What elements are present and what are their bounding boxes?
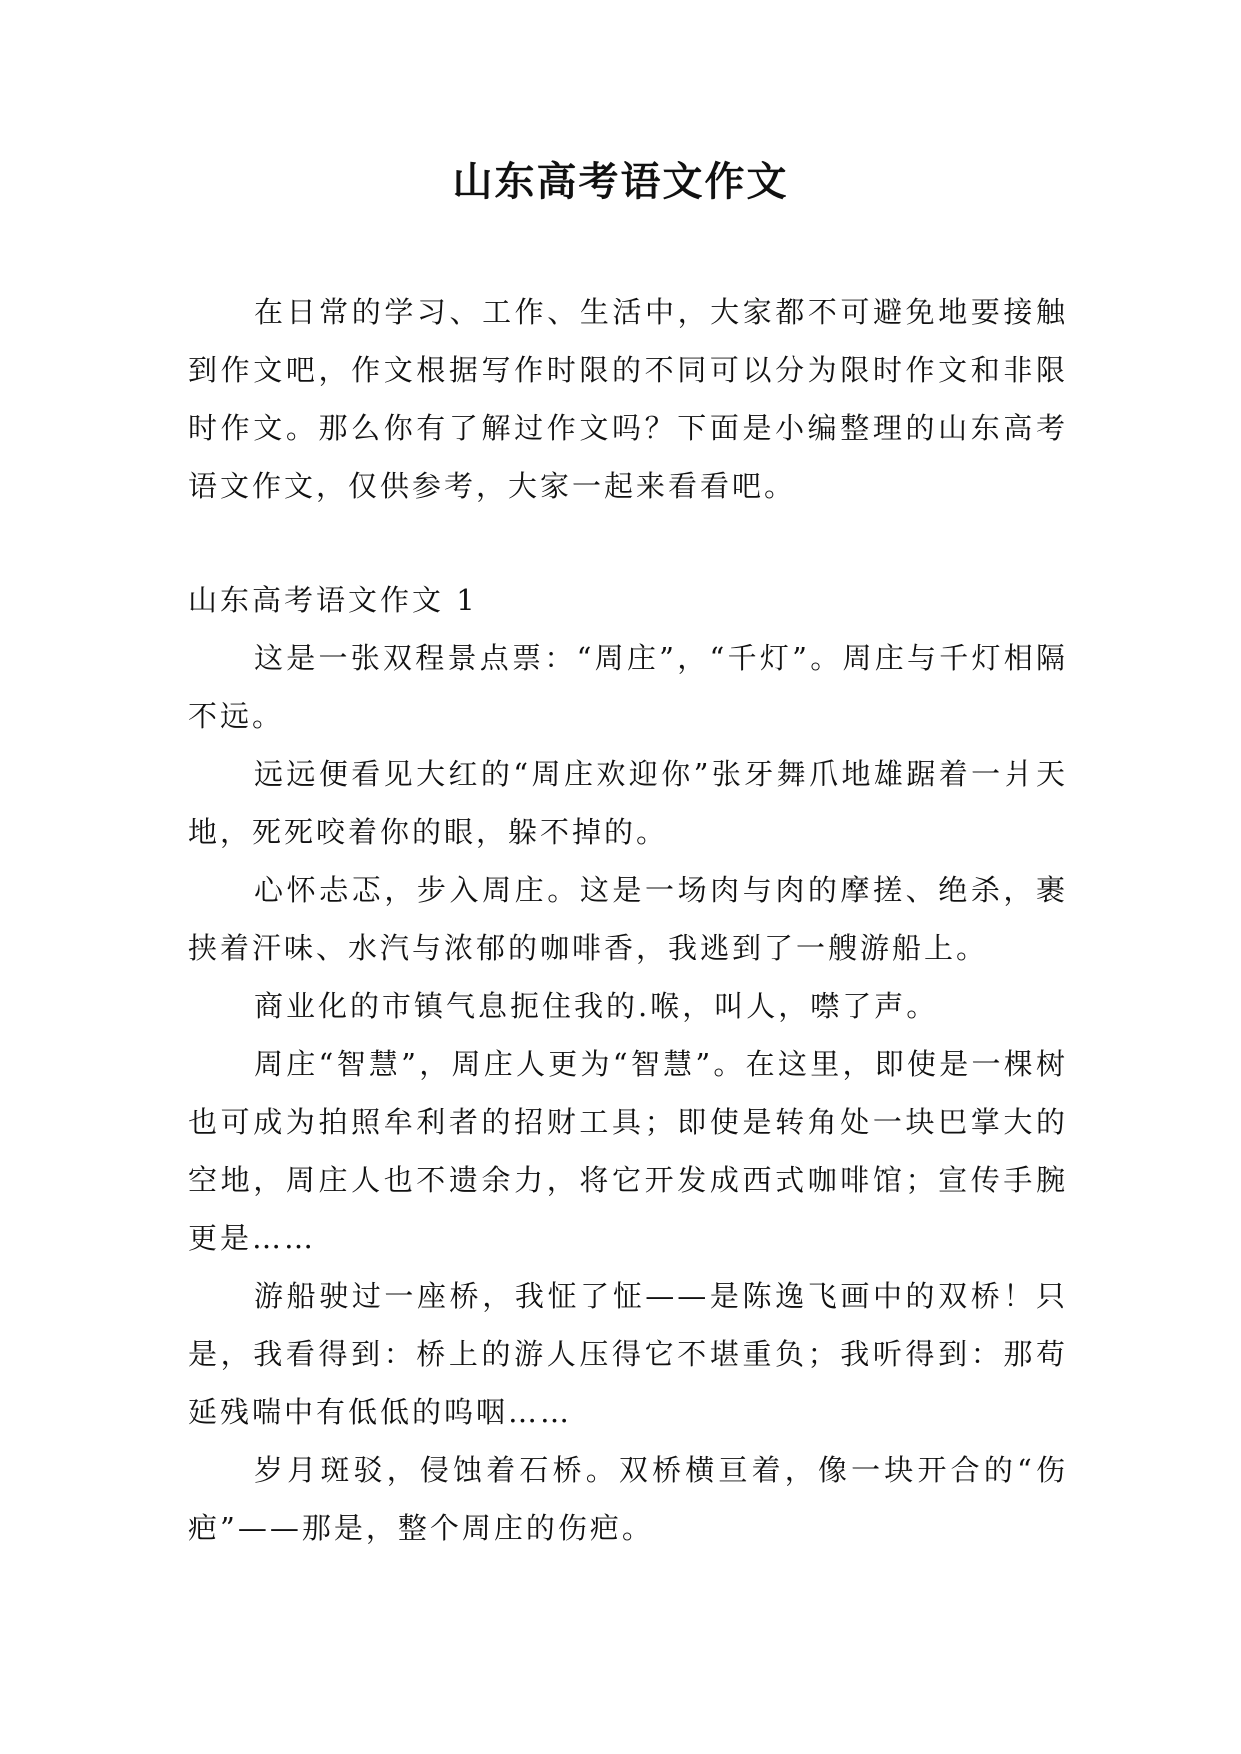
document-title: 山东高考语文作文 xyxy=(452,158,789,205)
body-paragraph: 周庄“智慧”，周庄人更为“智慧”。在这里，即使是一棵树也可成为拍照牟利者的招财工具；即使是转角处一块巴掌大的空地，周庄人也不遗余力，将它开发成西式咖啡馆；宣传手腕更是…… xyxy=(188,1047,1068,1255)
document-body xyxy=(188,283,1068,1557)
body-paragraph: 这是一张双程景点票：“周庄”，“千灯”。周庄与千灯相隔不远。 xyxy=(188,641,1068,733)
body-paragraph: 商业化的市镇气息扼住我的.喉，叫人，噤了声。 xyxy=(254,989,939,1023)
body-paragraph: 远远便看见大红的“周庄欢迎你”张牙舞爪地雄踞着一爿天地，死死咬着你的眼，躲不掉的。 xyxy=(188,757,1068,849)
section-heading: 山东高考语文作文 1 xyxy=(188,583,478,617)
body-paragraph: 游船驶过一座桥，我怔了怔——是陈逸飞画中的双桥！只是，我看得到：桥上的游人压得它不堪重负；我听得到：那苟延残喘中有低低的呜咽…… xyxy=(188,1279,1068,1429)
body-paragraph: 岁月斑驳，侵蚀着石桥。双桥横亘着，像一块开合的“伤疤”——那是，整个周庄的伤疤。 xyxy=(188,1453,1068,1545)
body-paragraph: 心怀忐忑，步入周庄。这是一场肉与肉的摩搓、绝杀，裹挟着汗味、水汽与浓郁的咖啡香，我逃到了一艘游船上。 xyxy=(188,873,1068,965)
intro-paragraph: 在日常的学习、工作、生活中，大家都不可避免地要接触到作文吧，作文根据写作时限的不同可以分为限时作文和非限时作文。那么你有了解过作文吗？下面是小编整理的山东高考语文作文，仅供参考，大家一起来看看吧。 xyxy=(188,295,1068,503)
